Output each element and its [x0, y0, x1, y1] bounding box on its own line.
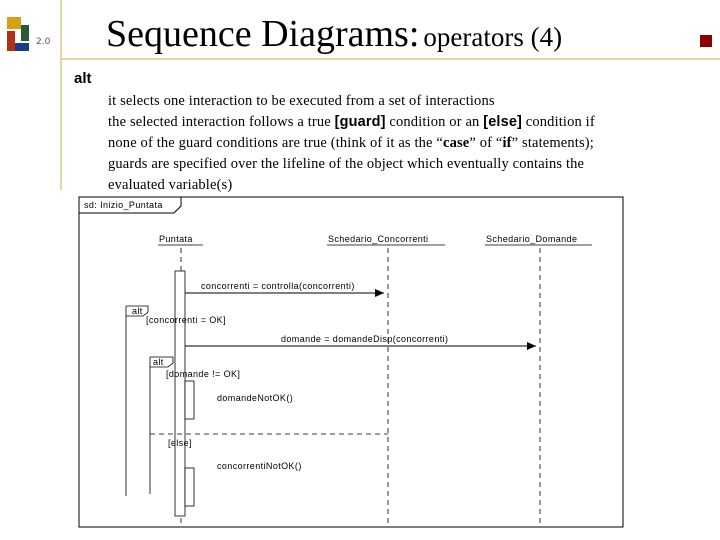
activation-bar [175, 271, 185, 516]
message-label: domande = domandeDisp(concorrenti) [281, 334, 449, 344]
frame-label: sd: Inizio_Puntata [84, 200, 163, 210]
message-label: domandeNotOK() [217, 393, 294, 403]
fragment-guard: [concorrenti = OK] [146, 315, 226, 325]
title-rule [60, 58, 720, 60]
message-label: concorrenti = controlla(concorrenti) [201, 281, 355, 291]
desc-line-1: it selects one interaction to be executed from a set of interactions [108, 93, 495, 109]
fragment-guard: [domande != OK] [166, 369, 241, 379]
desc-line-2: the selected interaction follows a true [guard] condition or an [else] condition if [108, 114, 595, 130]
logo-version: 2.0 [36, 37, 51, 47]
fragment-operator: alt [153, 357, 164, 367]
desc-line-5: evaluated variable(s) [108, 177, 233, 193]
title-main: Sequence Diagrams: [106, 13, 420, 55]
page-title [106, 12, 562, 56]
uml-logo [4, 14, 56, 54]
lifeline-name: Schedario_Concorrenti [328, 234, 429, 244]
title-marker-square [700, 35, 712, 47]
fragment-guard: [else] [168, 438, 192, 448]
message-label: concorrentiNotOK() [217, 461, 302, 471]
left-accent-bar [60, 0, 62, 190]
operator-keyword: alt [74, 70, 92, 87]
fragment-operator: alt [132, 306, 143, 316]
title-sub: operators (4) [423, 22, 563, 52]
desc-line-3: none of the guard conditions are true (think of it as the “case” of “if” statements); [108, 135, 594, 151]
sequence-diagram [78, 196, 624, 528]
activation-bar [185, 468, 194, 506]
desc-line-4: guards are specified over the lifeline of the object which eventually contains the [108, 156, 585, 172]
activation-bar [185, 381, 194, 419]
lifeline-name: Schedario_Domande [486, 234, 578, 244]
lifeline-name: Puntata [159, 234, 193, 244]
description [108, 91, 668, 196]
